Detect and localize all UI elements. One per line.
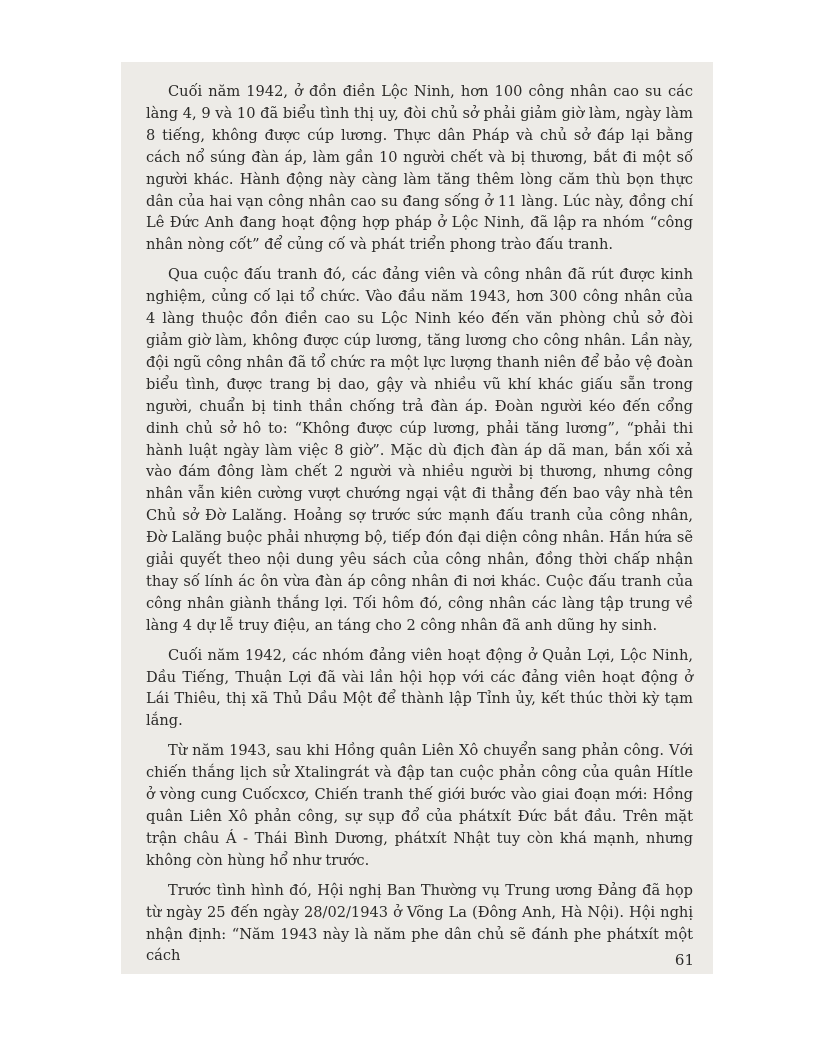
paragraph-1: Cuối năm 1942, ở đồn điền Lộc Ninh, hơn 100 công nhân cao su các làng 4, 9 và 10 đã biểu tình thị uy, đòi chủ sở phải giảm giờ làm, ngày làm 8 tiếng, không được cúp lương. Thực dân Pháp và chủ sở đáp lại bằng cách nổ súng đàn áp, làm gần 10 người chết và bị thương, bắt đi một số người khác. Hành động này càng làm tăng thêm lòng căm thù bọn thực dân của hai vạn công nhân cao su đang sống ở 11 làng. Lúc này, đồng chí Lê Đức Anh đang hoạt động hợp pháp ở Lộc Ninh, đã lập ra nhóm “công nhân nòng cốt” để củng cố và phát triển phong trào đấu tranh. <box>146 83 693 254</box>
page-number: 61 <box>674 951 694 969</box>
paragraph-4: Từ năm 1943, sau khi Hồng quân Liên Xô chuyển sang phản công. Với chiến thắng lịch sử Xtalingrát và đập tan cuộc phản công của quân Hítle ở vòng cung Cuốcxcơ, Chiến tranh thế giới bước vào giai đoạn mới: Hồng quân Liên Xô phản công, sự sụp đổ của phátxít Đức bắt đầu. Trên mặt trận châu Á - Thái Bình Dương, phátxít Nhật tuy còn khá mạnh, nhưng không còn hùng hổ như trước. <box>146 742 693 869</box>
paragraph-3: Cuối năm 1942, các nhóm đảng viên hoạt động ở Quản Lợi, Lộc Ninh, Dầu Tiếng, Thuận Lợi đã vài lần hội họp với các đảng viên hoạt động ở Lái Thiêu, thị xã Thủ Dầu Một để thành lập Tỉnh ủy, kết thúc thời kỳ tạm lắng. <box>146 646 693 730</box>
paragraph-5: Trước tình hình đó, Hội nghị Ban Thường vụ Trung ương Đảng đã họp từ ngày 25 đến ngày 28/02/1943 ở Võng La (Đông Anh, Hà Nội). Hội nghị nhận định: “Năm 1943 này là năm phe dân chủ sẽ đánh phe phátxít một cách <box>146 881 693 965</box>
paragraph-2: Qua cuộc đấu tranh đó, các đảng viên và công nhân đã rút được kinh nghiệm, củng cố lại tổ chức. Vào đầu năm 1943, hơn 300 công nhân của 4 làng thuộc đồn điền cao su Lộc Ninh kéo đến văn phòng chủ sở đòi giảm giờ làm, không được cúp lương, tăng lương cho công nhân. Lần này, đội ngũ công nhân đã tổ chức ra một lực lượng thanh niên để bảo vệ đoàn biểu tình, được trang bị dao, gậy và nhiều vũ khí khác giấu sẵn trong người, chuẩn bị tinh thần chống trả đàn áp. Đoàn người kéo đến cổng dinh chủ sở hô to: “Không được cúp lương, phải tăng lương”, “phải thi hành luật ngày làm việc 8 giờ”. Mặc dù địch đàn áp dã man, bắn xối xả vào đám đông làm chết 2 người và nhiều người bị thương, nhưng công nhân vẫn kiên cường vượt chướng ngại vật đi thẳng đến bao vây nhà tên Chủ sở Đờ Lalăng. Hoảng sợ trước sức mạnh đấu tranh của công nhân, Đờ Lalăng buộc phải nhượng bộ, tiếp đón đại diện công nhân. Hắn hứa sẽ giải quyết theo nội dung yêu sách của công nhân, đồng thời chấp nhận thay số lính ác ôn vừa đàn áp công nhân đi nơi khác. Cuộc đấu tranh của công nhân giành thắng lợi. Tối hôm đó, công nhân các làng tập trung về làng 4 dự lễ truy điệu, an táng cho 2 công nhân đã anh dũng hy sinh. <box>146 266 693 634</box>
body-text <box>146 81 693 975</box>
